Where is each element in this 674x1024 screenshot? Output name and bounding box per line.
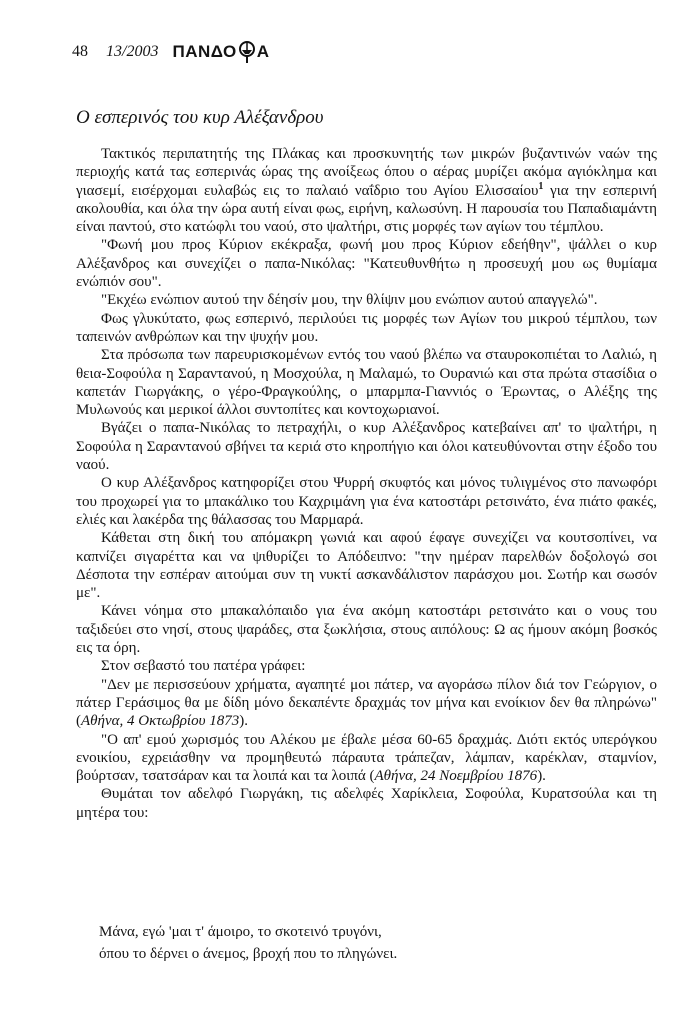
ship-emblem-icon	[238, 41, 256, 63]
paragraph: "Εκχέω ενώπιον αυτού την δέησίν μου, την θλίψιν μου ενώπιον αυτού απαγγελώ".	[101, 292, 598, 309]
article-body	[76, 145, 657, 822]
page-header	[72, 40, 270, 64]
paragraph	[76, 731, 657, 786]
paragraph-text: "Δεν με περισσεύουν χρήματα, αγαπητέ μοι πάτερ, να αγοράσω πίλον διά τον Γεώργιον, ο πάτερ Γεράσιμος θα με δίδη μόνο δεκαπέντε δραχμάς τον μήνα και ενοίκιον δεν θα πληρώνω" (	[76, 676, 657, 730]
issue-number: 13/2003	[106, 43, 159, 60]
paragraph: Στον σεβαστό του πατέρα γράφει:	[101, 658, 306, 675]
letter-date: Αθήνα, 24 Νοεμβρίου 1876	[374, 768, 538, 785]
paragraph: "Φωνή μου προς Κύριον εκέκραξα, φωνή μου προς Κύριον εδεήθην", ψάλλει ο κυρ Αλέξανδρος και συνεχίζει ο παπα-Νικόλας: "Κατευθυνθήτω η προσευχή μου ως θυμίαμα ενώπιόν σου".	[76, 237, 657, 291]
paragraph: Ο κυρ Αλέξανδρος κατηφορίζει στου Ψυρρή σκυφτός και μόνος τυλιγμένος στο πανωφόρι του προχωρεί για το μπακάλικο του Καχριμάνη για ένα κατοστάρι ρετσινάτο, ένα πιάτο φακές, ελιές και λακέρδα της θάλασσας του Μαρμαρά.	[76, 475, 657, 528]
page-number: 48	[72, 43, 88, 60]
paragraph: Βγάζει ο παπα-Νικόλας το πετραχήλι, ο κυρ Αλέξανδρος κατεβαίνει απ' το ψαλτήρι, η Σοφούλα η Σαραντανού σβήνει τα κεριά στο κηροπήγιο και όλοι κατευθύνονται στην έξοδο του ναού.	[76, 420, 657, 474]
paragraph: Φως γλυκύτατο, φως εσπερινό, περιλούει τις μορφές των Αγίων του μικρού τέμπλου, των ταπεινών ανθρώπων και την ψυχήν μου.	[76, 310, 657, 345]
paragraph: Στα πρόσωπα των παρευρισκομένων εντός του ναού βλέπω να σταυροκοπιέται το Λαλιώ, η θεια-Σοφούλα η Σαραντανού, η Μοσχούλα, η Μαλαμώ, το Ουρανιώ και στα πρώτα στασίδια ο καπετάν Γιωργάκης, ο γέρο-Φραγκούλης, ο μπαρμπα-Γιαννιός ο Έρωντας, ο Αλέξης της Μυλωνούς και μερικοί άλλοι συντοπίτες και κοντοχωριανοί.	[76, 347, 657, 419]
paragraph-text: ).	[537, 768, 546, 785]
paragraph: Κάθεται στη δική του απόμακρη γωνιά και αφού έφαγε συνεχίζει να κουτσοπίνει, να καπνίζει σιγαρέττα και να ψιθυρίζει το Απόδειπνο: "την ημέραν παρελθών δοξολογώ σοι Δέσποτα την εσπέραν αιτούμαι συν τη νυκτί ασκανδάλιστον παράσχου μοι. Σωτήρ και σωσόν με".	[76, 530, 657, 602]
letter-date: Αθήνα, 4 Οκτωβρίου 1873	[81, 713, 240, 730]
paragraph-text: ).	[239, 713, 248, 730]
paragraph-text: Τακτικός περιπατητής της Πλάκας και προσκυνητής των μικρών βυζαντινών ναών της περιοχής κατά τας εσπερινάς ώρας της ανοίξεως όπου ο αέρας μυρίζει ακόμα αγιόκλημα και γιασεμί, εισέρχομαι ευλαβώς εις το παλαιό ναΐδριο του Αγίου Ελισσαίου	[76, 146, 657, 199]
paragraph	[76, 145, 657, 236]
logo-text-right: Α	[256, 42, 270, 61]
poem-excerpt	[99, 921, 397, 965]
poem-line: Μάνα, εγώ 'μαι τ' άμοιρο, το σκοτεινό τρυγόνι,	[99, 924, 382, 940]
paragraph	[76, 676, 657, 731]
logo-text-left: ΠΑΝΔΟ	[172, 42, 237, 61]
paragraph-text: για την εσπερινή ακολουθία, και όλα την ώρα αυτή είναι φως, ειρήνη, καλωσύνη. Η παρουσία του Παπαδιαμάντη είναι παντού, στο κατώφλι του ναού, στο ψαλτήρι, στις μορφές των αγίων του τέμπλου.	[76, 182, 657, 236]
paragraph-text: "Ο απ' εμού χωρισμός του Αλέκου με έβαλε μέσα 60-65 δραχμάς. Διότι εκτός υπερόγκου ενοικίου, εχρειάσθην να προμηθευτώ πάραυτα τράπεζαν, λάμπαν, καρέκλαν, σταμνίον, βούρτσαν, τσατσάραν και τα λοιπά και τα λοιπά (	[76, 731, 657, 785]
paragraph: Κάνει νόημα στο μπακαλόπαιδο για ένα ακόμη κατοστάρι ρετσινάτο και ο νους του ταξιδεύει στο νησί, στους ψαράδες, στα ξωκλήσια, στους αιπόλους: Ω ας ήμουν ακόμη βοσκός εις τα όρη.	[76, 603, 657, 657]
poem-line: όπου το δέρνει ο άνεμος, βροχή που το πληγώνει.	[99, 946, 398, 962]
paragraph: Θυμάται τον αδελφό Γιωργάκη, τις αδελφές Χαρίκλεια, Σοφούλα, Κυρατσούλα και τη μητέρα του:	[76, 786, 657, 821]
magazine-logo	[172, 41, 269, 63]
footnote-marker: 1	[538, 180, 544, 192]
article-title: Ο εσπερινός του κυρ Αλέξανδρου	[76, 107, 324, 128]
